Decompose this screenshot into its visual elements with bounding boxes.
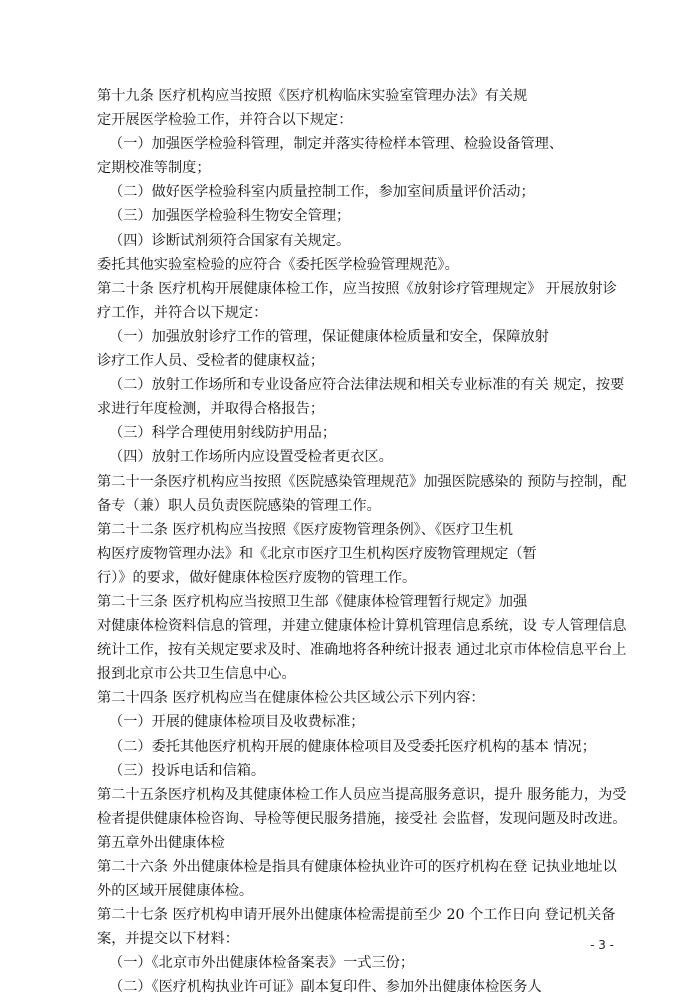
chapter-heading: 第五章外出健康体检 [97,834,225,851]
text-line: 第二十一条医疗机构应当按照《医院感染管理规范》加强医院感染的 预防与控制，配 [97,473,627,490]
text-line: 第十九条 医疗机构应当按照《医疗机构临床实验室管理办法》有关规 [97,88,528,104]
text-line: 定期校准等制度； [97,160,211,177]
text-line: 报到北京市公共卫生信息中心。 [97,666,296,683]
text-line: 案，并提交以下材料： [97,931,239,948]
text-line: 第二十七条 医疗机构申请开展外出健康体检需提前至少 20 个工作日向 登记机关备 [97,907,616,924]
text-line: 第二十五条医疗机构及其健康体检工作人员应当提高服务意识，提升 服务能力，为受 [97,786,627,803]
page-number: - 3 - [590,938,614,952]
text-line: （四）诊断试剂须符合国家有关规定。 [109,232,351,249]
text-line: （三）加强医学检验科生物安全管理； [109,208,351,225]
text-line: （一）加强放射诊疗工作的管理，保证健康体检质量和安全，保障放射 [109,328,549,345]
text-line: （一）开展的健康体检项目及收费标准； [109,714,365,731]
text-line: 外的区域开展健康体检。 [97,883,254,900]
text-line: 第二十条 医疗机构开展健康体检工作，应当按照《放射诊疗管理规定》 开展放射诊 [97,280,617,297]
text-line: 统计工作，按有关规定要求及时、准确地将各种统计报表 通过北京市体检信息平台上 [97,642,627,659]
text-line: 构医疗废物管理办法》和《北京市医疗卫生机构医疗废物管理规定（暂 [97,545,537,562]
text-line: 检者提供健康体检咨询、导检等便民服务措施，接受社 会监督，发现问题及时改进。 [97,810,627,827]
text-line: （二）委托其他医疗机构开展的健康体检项目及受委托医疗机构的基本 情况； [109,738,596,755]
text-line: （四）放射工作场所内应设置受检者更衣区。 [109,449,393,466]
text-line: 委托其他实验室检验的应符合《委托医学检验管理规范》。 [97,256,459,273]
text-line: 诊疗工作人员、受检者的健康权益； [97,353,325,370]
text-line: （二）做好医学检验科室内质量控制工作，参加室间质量评价活动； [109,184,535,201]
text-line: 第二十四条 医疗机构应当在健康体检公共区域公示下列内容： [97,690,485,707]
text-line: （一）加强医学检验科管理，制定并落实待检样本管理、检验设备管理、 [109,136,564,153]
text-line: 求进行年度检测，并取得合格报告； [97,401,325,418]
text-line: 第二十二条 医疗机构应当按照《医疗废物管理条例》、《医疗卫生机 [97,521,513,538]
text-line: 行）》的要求，做好健康体检医疗废物的管理工作。 [97,569,417,586]
document-body [97,84,642,1000]
text-line: 第二十六条 外出健康体检是指具有健康体检执业许可的医疗机构在登 记执业地址以 [97,859,617,875]
text-line: （三）投诉电话和信箱。 [109,762,266,779]
text-line: （一）《北京市外出健康体检备案表》一式三份； [109,955,415,972]
text-line: （三）科学合理使用射线防护用品； [109,425,337,442]
text-line: 第二十三条 医疗机构应当按照卫生部《健康体检管理暂行规定》加强 [97,593,528,610]
text-line: （二）《医疗机构执业许可证》副本复印件、参加外出健康体检医务人 [109,979,542,996]
text-line: 备专（兼）职人员负责医院感染的管理工作。 [97,497,381,514]
text-line: 对健康体检资料信息的管理，并建立健康体检计算机管理信息系统，设 专人管理信息 [97,618,627,635]
text-line: 疗工作，并符合以下规定： [97,304,268,321]
text-line: 定开展医学检验工作，并符合以下规定： [97,112,353,129]
text-line: （二）放射工作场所和专业设备应符合法律法规和相关专业标准的有关 规定，按要 [109,377,625,394]
